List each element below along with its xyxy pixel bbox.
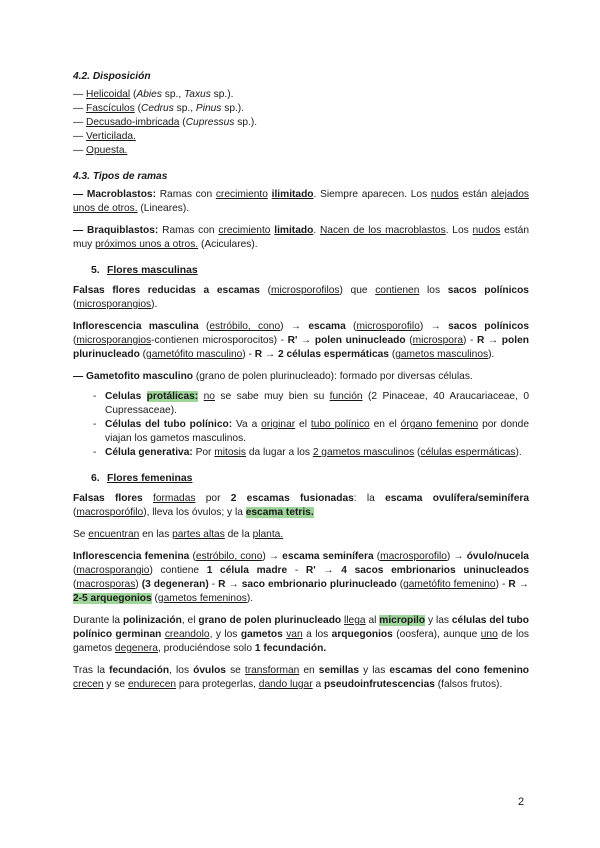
list-item: - Célula generativa: Por mitosis da lugar a los 2 gametos masculinos (células espermáticas). [93,447,522,458]
male-cells-list [73,390,529,460]
male-inflorescence-paragraph: Inflorescencia masculina (estróbilo, cono) → escama (microsporofilo) → sacos polínicos (microsporangios-contienen microsporocitos) - R' → polen uninucleado (microspora) - R → polen plurinucleado (gametófito masculino) - R → 2 células espermáticas (gametos masculinos). [73,321,530,360]
list-item: — Fascículos (Cedrus sp., Pinus sp.). [73,103,245,114]
female-inflorescence-paragraph: Inflorescencia femenina (estróbilo, cono) → escama seminífera (macrosporofilo) → óvulo/nucela (macrosporangio) contiene 1 célula madre - R' → 4 sacos embrionarios uninucleados (macrosporas) (3 degeneran) - R → saco embrionario plurinucleado (gametófito femenino) - R → 2-5 arquegonios (gametos femeninos). [73,551,529,604]
list-item: — Decusado-imbricada (Cupressus sp.). [73,117,258,128]
section-5-heading: 5. Flores masculinas [91,265,198,276]
male-flowers-paragraph: Falsas flores reducidas a escamas (microsporofilos) que contienen los sacos polínicos (microsporangios). [73,285,529,310]
location-paragraph: Se encuentran en las partes altas de la planta. [73,529,284,540]
female-flowers-paragraph: Falsas flores formadas por 2 escamas fusionadas: la escama ovulífera/seminífera (macrosporófilo), lleva los óvulos; y la escama tetris. [73,493,529,518]
list-item: - Celulas protálicas: no se sabe muy bien su función (2 Pinaceae, 40 Araucariaceae, 0 Cupressaceae). [93,391,529,416]
list-item: — Verticilada. [73,131,136,142]
list-item: — Opuesta. [73,145,128,156]
braquiblastos-paragraph: — Braquiblastos: Ramas con crecimiento limitado. Nacen de los macroblastos. Los nudos están muy próximos unos a otros. (Aciculares). [73,225,529,250]
disposition-list [73,88,529,158]
pollination-paragraph: Durante la polinización, el grano de polen plurinucleado llega al micropilo y las células del tubo polínico germinan creandolo, y los gametos van a los arquegonios (oosfera), aunque uno de los gametos degenera, produciéndose solo 1 fecundación. [73,615,529,654]
list-item: - Células del tubo polínico: Va a originar el tubo polínico en el órgano femenino por donde viajan los gametos masculinos. [93,419,530,444]
male-gametophyte-paragraph: — Gametofito masculino (grano de polen plurinucleado): formado por diversas células. [73,371,473,382]
document-page [73,70,529,692]
page-number: 2 [518,796,525,808]
list-item: — Helicoidal (Abies sp., Taxus sp.). [73,89,234,100]
macroblastos-paragraph: — Macroblastos: Ramas con crecimiento ilimitado. Siempre aparecen. Los nudos están alejados unos de otros. (Lineares). [73,189,529,214]
fertilization-paragraph: Tras la fecundación, los óvulos se transforman en semillas y las escamas del cono femenino crecen y se endurecen para protegerlas, dando lugar a pseudoinfrutescencias (falsos frutos). [73,665,530,690]
section-4-2-heading: 4.2. Disposición [73,71,151,82]
section-4-3-heading: 4.3. Tipos de ramas [73,171,168,182]
section-6-heading: 6. Flores femeninas [91,473,193,484]
